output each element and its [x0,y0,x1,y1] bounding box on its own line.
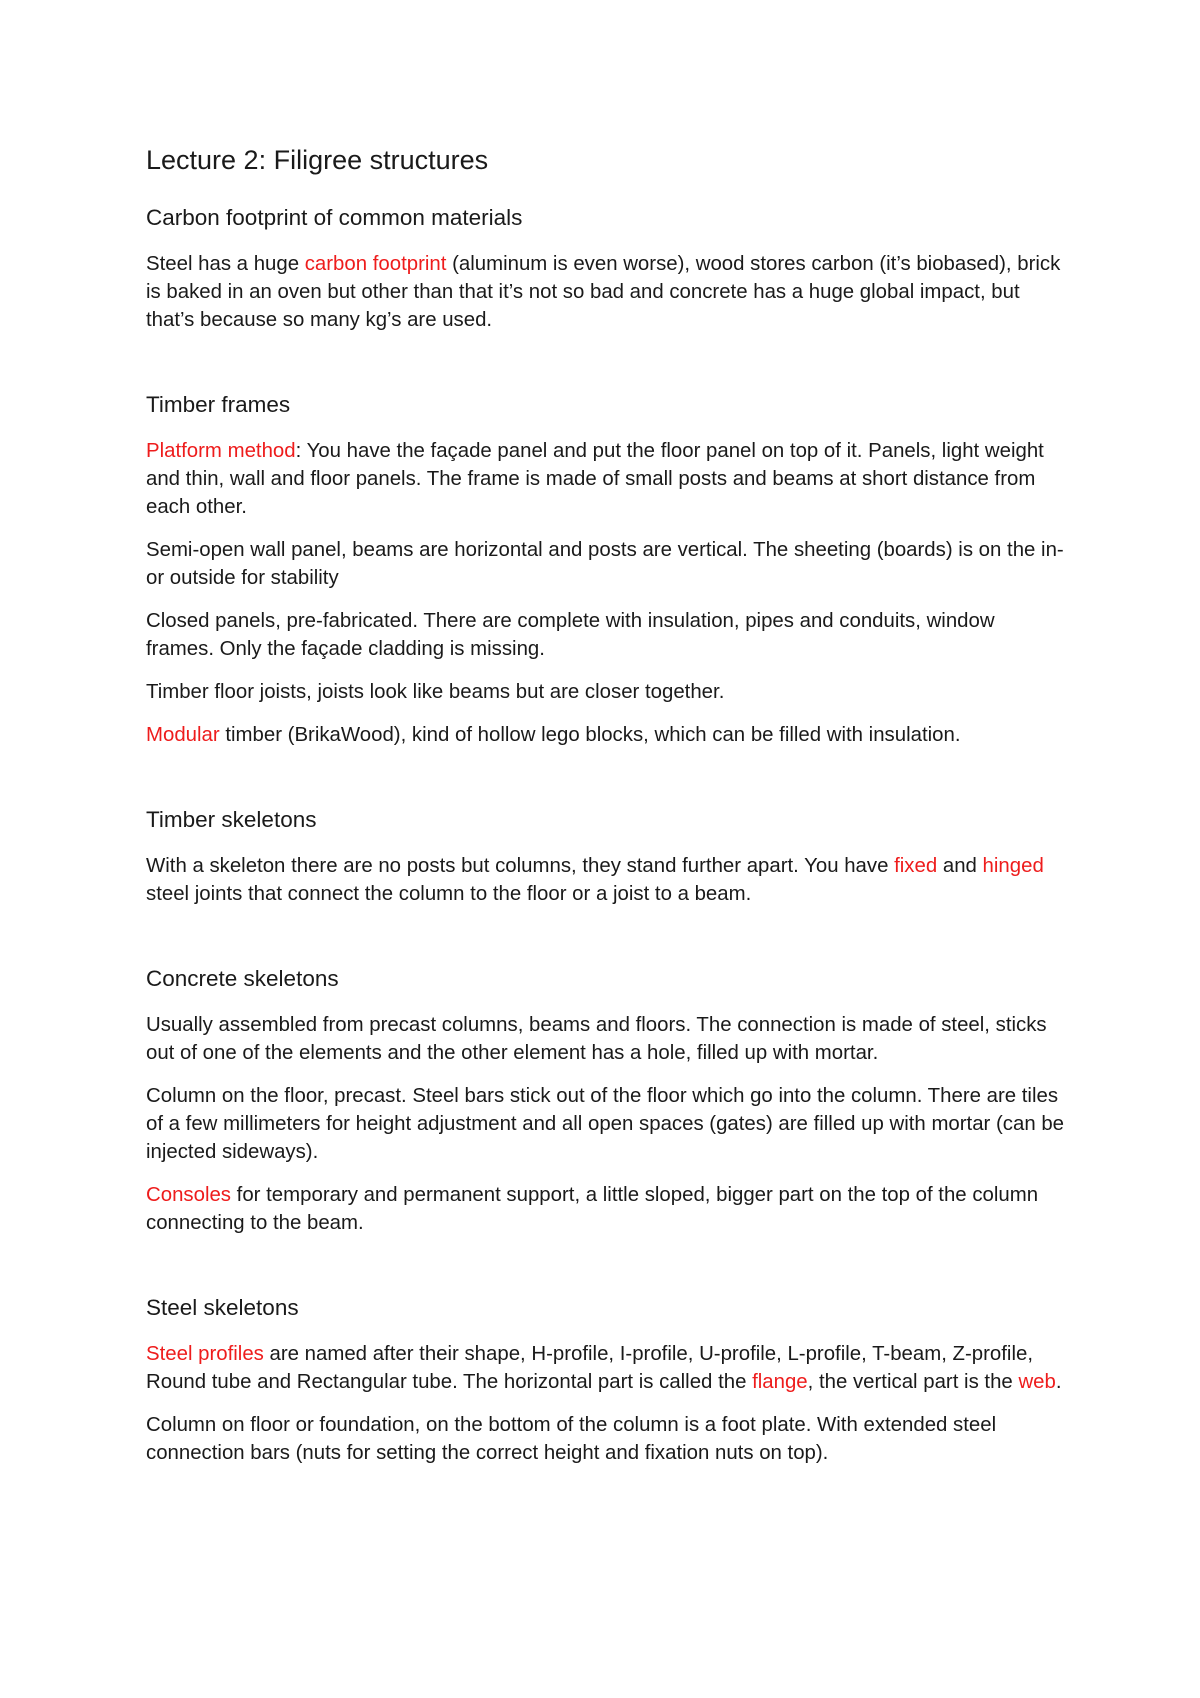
paragraph [146,1181,1066,1237]
paragraph [146,678,1066,706]
text-run: and [937,855,983,877]
section-heading: Concrete skeletons [146,966,339,991]
highlighted-term: web [1018,1371,1056,1393]
section-heading: Timber frames [146,392,291,417]
text-run: Closed panels, pre-fabricated. There are complete with insulation, pipes and conduits, window frames. Only the façade cladding is missing. [146,610,995,660]
page-title: Lecture 2: Filigree structures [146,145,489,175]
section-timber-frames [146,389,1066,749]
paragraph [146,536,1066,592]
text-run: (aluminum is even worse), wood stores carbon (it’s biobased), brick is baked in an oven but other than that it’s not so bad and concrete has a huge global impact, but that’s because so many kg’s are used. [146,253,1061,331]
text-run: for temporary and permanent support, a little sloped, bigger part on the top of the column connecting to the beam. [146,1184,1039,1234]
highlighted-term: hinged [982,855,1044,877]
text-run: timber (BrikaWood), kind of hollow lego blocks, which can be filled with insulation. [219,724,961,746]
text-run: Column on floor or foundation, on the bottom of the column is a foot plate. With extended steel connection bars (nuts for setting the correct height and fixation nuts on top). [146,1414,997,1464]
highlighted-term: carbon footprint [304,253,447,275]
section-heading: Timber skeletons [146,807,317,832]
highlighted-term: flange [752,1371,808,1393]
section-concrete-skeletons [146,963,1066,1237]
text-run: Column on the floor, precast. Steel bars stick out of the floor which go into the column. There are tiles of a few millimeters for height adjustment and all open spaces (gates) are filled up with mortar (can be injected sideways). [146,1085,1065,1163]
paragraph [146,1011,1066,1067]
highlighted-term: Consoles [146,1184,232,1206]
text-run: Semi-open wall panel, beams are horizontal and posts are vertical. The sheeting (boards) is on the in- or outside for stability [146,539,1064,589]
text-run: . [1055,1371,1062,1393]
section-spacer [146,349,1066,389]
paragraph [146,1411,1066,1467]
highlighted-term: Steel profiles [146,1343,264,1365]
text-run: : You have the façade panel and put the floor panel on top of it. Panels, light weight and thin, wall and floor panels. The frame is made of small posts and beams at short distance from each other. [146,440,1044,518]
section-spacer [146,764,1066,804]
text-run: Timber floor joists, joists look like beams but are closer together. [146,681,725,703]
section-carbon-footprint [146,202,1066,334]
paragraph [146,1340,1066,1396]
highlighted-term: fixed [894,855,938,877]
text-run: , the vertical part is the [807,1371,1019,1393]
section-steel-skeletons [146,1292,1066,1467]
text-run: With a skeleton there are no posts but columns, they stand further apart. You have [146,855,895,877]
text-run: Steel has a huge [146,253,305,275]
section-spacer [146,923,1066,963]
paragraph [146,437,1066,521]
text-run: steel joints that connect the column to the floor or a joist to a beam. [146,883,752,905]
highlighted-term: Platform method [146,440,296,462]
highlighted-term: Modular [146,724,220,746]
text-run: Usually assembled from precast columns, beams and floors. The connection is made of steel, sticks out of one of the elements and the other element has a hole, filled up with mortar. [146,1014,1047,1064]
document-page [146,142,1066,1482]
section-heading: Steel skeletons [146,1295,299,1320]
section-heading: Carbon footprint of common materials [146,205,523,230]
section-timber-skeletons [146,804,1066,908]
section-spacer [146,1252,1066,1292]
paragraph [146,852,1066,908]
paragraph [146,721,1066,749]
paragraph [146,1082,1066,1166]
paragraph [146,607,1066,663]
paragraph [146,250,1066,334]
text-run: are named after their shape, H-profile, I-profile, U-profile, L-profile, T-beam, Z-profile, Round tube and Rectangular tube. The horizontal part is called the [146,1343,1033,1393]
